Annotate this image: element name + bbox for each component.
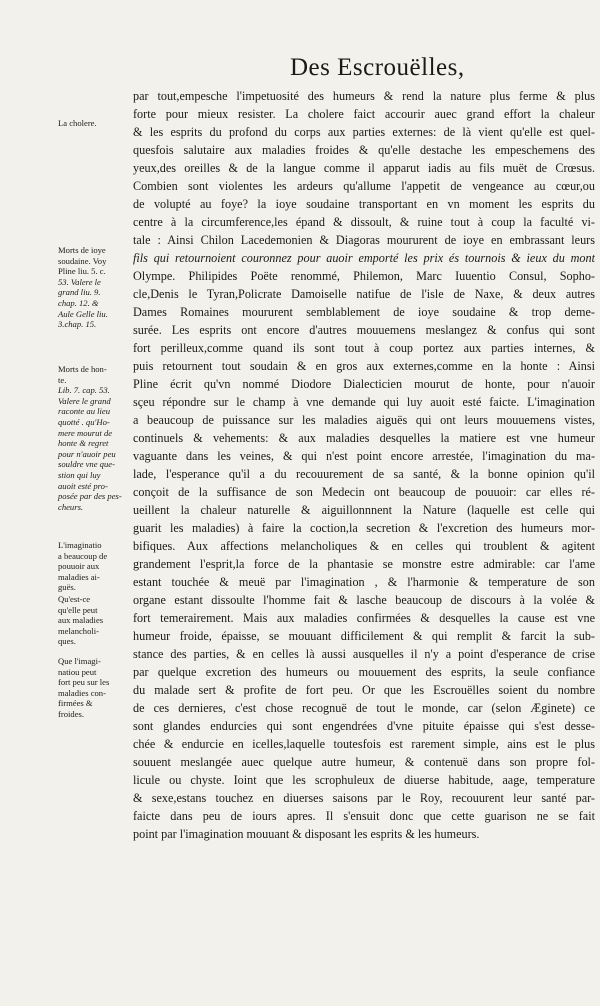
margin-note-line: Lib. 7. cap. 53.: [58, 385, 110, 396]
margin-note-froides: [58, 656, 128, 720]
margin-note-line: maladies ai-: [58, 571, 100, 582]
text-line: de volupté au foye? la ioye soudaine transportant en vn moment les esprits du: [133, 197, 595, 211]
text-line: Combien sont violentes les ardeurs qu'allume l'appetit de vengeance au cœur,ou: [133, 179, 595, 193]
margin-note-line: Morts de ioye: [58, 245, 106, 255]
text-line: continuels & vehements: & aux maladies desquelles la matiere est vne humeur: [133, 431, 595, 445]
text-line: de ces dernieres, c'est chose recognuë de tout le monde, car (selon Æginete) ce: [133, 701, 595, 715]
main-text-block: [133, 87, 595, 843]
margin-note-line: qu'elle peut: [58, 604, 98, 615]
margin-note-morts-de-honte: [58, 364, 128, 512]
text-line: vaguante dans les veines, & qui n'est point encore arrestée, l'imagination du ma-: [133, 449, 595, 463]
text-line: organe estant dissoulte l'homme fait & lasche beaucoup de discours à la volée &: [133, 593, 595, 607]
margin-note-line: raconte au lieu: [58, 406, 111, 417]
text-line: centre à la circumference,les épand & dissoult, & ruine tout à coup la faculté vi-: [133, 215, 595, 229]
text-line: sçeu répondre sur le champ à vne demande qui luy auoit esté faicte. L'imagination: [133, 395, 595, 409]
margin-note-line: cheurs.: [58, 501, 84, 512]
text-line: puis retournent tout soudain & en gros aux externes,comme en la honte : Ainsi: [133, 359, 595, 373]
margin-note-line: mere mourut de: [58, 427, 113, 438]
margin-note-line: guës.: [58, 582, 76, 593]
margin-note-line: froides.: [58, 708, 85, 719]
margin-note-line: melancholi-: [58, 625, 100, 636]
margin-note-line: Pline liu. 5. c.: [58, 266, 106, 277]
margin-note-line: stion qui luy: [58, 469, 101, 480]
text-line: fort perilleux,comme quand ils sont tout à coup portez aux parties internes, &: [133, 341, 595, 355]
margin-note-line: aux maladies: [58, 615, 104, 626]
margin-note-line: quotté . qu'Ho-: [58, 416, 110, 427]
text-line: yeux,des oreilles & de la langue comme il apparut iadis au fils muët de Crœsus.: [133, 161, 595, 175]
text-line: du malade sert & profite de fort peu. Or que les Escrouëlles soient du nombre: [133, 683, 595, 697]
margin-note-line: posée par des pes-: [58, 491, 122, 502]
margin-note-line: soudaine. Voy: [58, 255, 107, 266]
margin-note-melancholiques: [58, 594, 128, 647]
margin-note-line: Que l'imagi-: [58, 656, 101, 666]
margin-note-line: souldre vne que-: [58, 459, 115, 470]
margin-note-line: firmées &: [58, 698, 93, 709]
margin-note-line: a beaucoup de: [58, 550, 108, 561]
margin-note-line: L'imaginatio: [58, 540, 102, 550]
text-line: surée. Les esprits ont encore d'autres mouuemens meslangez & confus qui sont: [133, 323, 595, 337]
text-line: conçoit de la suffisance de son Medecin ont beaucoup de pouuoir: car elles ré-: [133, 485, 595, 499]
margin-note-line: ques.: [58, 636, 76, 647]
text-line: chée & endurcie en icelles,laquelle toutesfois est rarement simple, ains est le plus: [133, 737, 595, 751]
margin-note-line: natiou peut: [58, 666, 97, 677]
margin-note-line: La cholere.: [58, 118, 97, 128]
text-line: forte pour mieux resister. La cholere faict accourir auec grand effort la chaleur: [133, 107, 595, 121]
text-line: stance des parties, & en celles là aussi ausquelles il n'y a point d'esperance de crise: [133, 647, 595, 661]
text-line: grandement l'esprit,la force de la phantasie se monstre estre admirable: car l'ame: [133, 557, 595, 571]
text-line: point par l'imagination mouuant & disposant les esprits & les humeurs.: [133, 827, 480, 841]
margin-note-line: pour n'auoir peu: [58, 448, 116, 459]
text-line: souuent meslangée auec quelque autre humeur, & contenuë dans son propre fol-: [133, 755, 595, 769]
text-line: par quelque excretion des humeurs ou mouuement des esprits, la seule confiance: [133, 665, 595, 679]
text-line: humeur froide, épaisse, se mouuant difficilement & qui remplit & farcit la sub-: [133, 629, 595, 643]
text-line: & sexe,estans touchez en diuerses saisons par le Roy, recouurent leur santé par-: [133, 791, 595, 805]
text-line: bifiques. Aux affections melancholiques & en celles qui troublent & agitent: [133, 539, 595, 553]
text-line: Pline écrit qu'vn nommé Diodore Dialecticien mourut de honte, pour n'auoir: [133, 377, 595, 391]
text-line: guarit les maladies) à faire la coction,la secretion & l'excretion des humeurs mor-: [133, 521, 595, 535]
text-line: lade, l'esperance qu'il a du recouurement de sa santé, & la bonne opinion qu'il: [133, 467, 595, 481]
margin-note-cholere: [58, 118, 128, 129]
margin-note-line: 53. Valere le: [58, 276, 101, 287]
text-line: cle,Denis le Tyran,Policrate Damoiselle natifue de l'isle de Naxe, & deux autres: [133, 287, 595, 301]
margin-note-line: chap. 12. &: [58, 297, 99, 308]
margin-note-line: Qu'est-ce: [58, 594, 91, 604]
text-line: fils qui retournoient couronnez pour auoir emporté les prix és tournois & ieux du mont: [133, 251, 595, 265]
margin-note-line: maladies con-: [58, 687, 106, 698]
text-line: licule ou chyste. Ioint que les scrophuleux de diuerse habitude, aage, temperature: [133, 773, 595, 787]
margin-note-line: te.: [58, 374, 67, 385]
text-line: sont glandes endurcies qui sont engendrées d'vne pituite épaisse qui s'est desse-: [133, 719, 595, 733]
margin-note-line: grand liu. 9.: [58, 287, 101, 298]
margin-note-imagination-pouvoir: [58, 540, 128, 593]
margin-note-line: fort peu sur les: [58, 677, 110, 688]
margin-note-line: Valere le grand: [58, 395, 111, 406]
text-line: & les esprits du profond du corps aux parties externes: de là vient qu'elle est quel-: [133, 125, 595, 139]
text-line: a beaucoup de puissance sur les maladies aiguës qui ont leurs mouuemens vistes,: [133, 413, 595, 427]
text-line: estant touchée & meuë par l'imagination , & l'harmonie & temperature de son: [133, 575, 595, 589]
margin-note-morts-de-ioye: [58, 245, 128, 330]
margin-note-line: Morts de hon-: [58, 364, 107, 374]
text-line: tale : Ainsi Chilon Lacedemonien & Diagoras moururent de ioye en embrassant leurs: [133, 233, 595, 247]
text-line: ueillent la chaleur naturelle & aiguillonnnent la Nature (laquelle est celle qui: [133, 503, 595, 517]
text-line: quesfois salutaire aux maladies froides & qu'elle destache les empeschemens des: [133, 143, 595, 157]
running-header: Des Escrouëlles,: [290, 54, 465, 81]
margin-note-line: pouuoir aux: [58, 561, 100, 572]
margin-note-line: honte & regret: [58, 438, 109, 449]
text-line: par tout,empesche l'impetuosité des humeurs & rend la nature plus ferme & plus: [133, 89, 595, 103]
text-line: Dames Romaines moururent semblablement de ioye soudaine & trop deme-: [133, 305, 595, 319]
margin-note-line: auoit esté pro-: [58, 480, 108, 491]
text-line: Olympe. Philipides Poëte renommé, Philemon, Marc Iuuentio Consul, Sopho-: [133, 269, 595, 283]
margin-note-line: Aule Gelle liu.: [58, 308, 108, 319]
text-line: fort temerairement. Mais aux maladies confirmées & desquelles la cause est vne: [133, 611, 595, 625]
margin-note-line: 3.chap. 15.: [58, 319, 97, 330]
text-line: faicte dans peu de iours apres. Il s'ensuit donc que cette guarison ne se fait: [133, 809, 595, 823]
